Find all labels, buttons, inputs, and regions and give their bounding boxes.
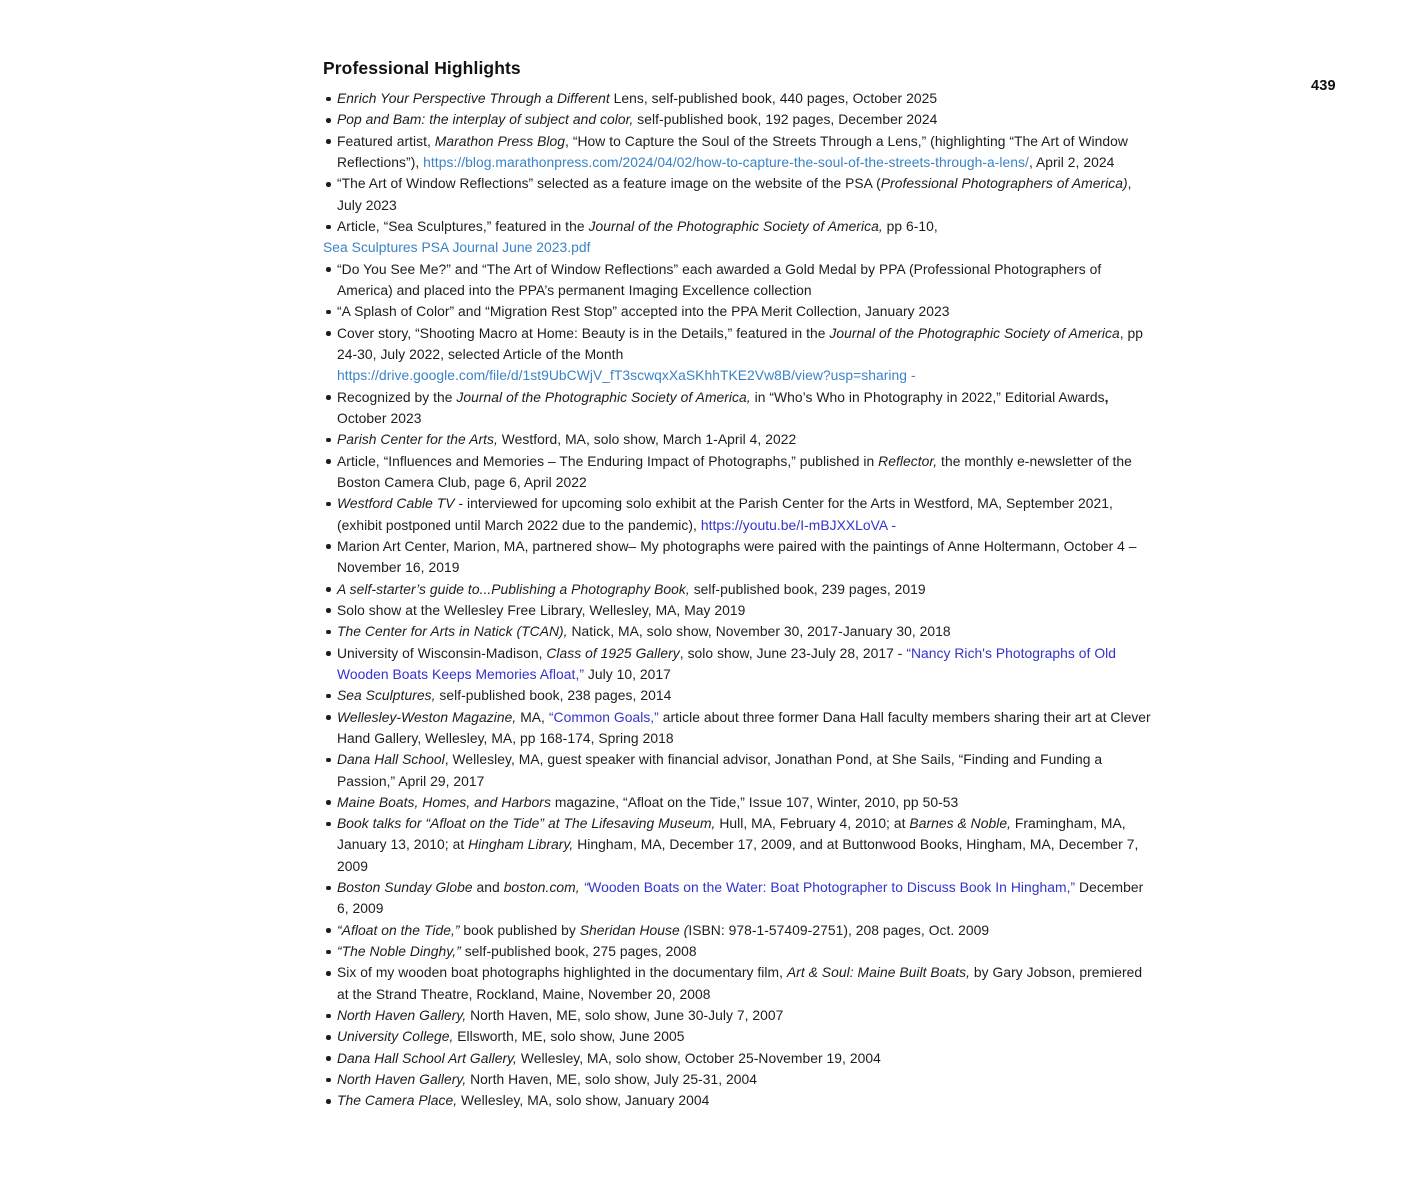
- bullet-icon: [326, 928, 331, 933]
- bullet-icon: [326, 651, 331, 656]
- bullet-icon: [326, 502, 331, 507]
- text-segment: ISBN: 978-1-57409-2751), 208 pages, Oct. 2009: [688, 921, 990, 938]
- text-segment: Dana Hall School Art Gallery,: [337, 1049, 517, 1066]
- bullet-icon: [326, 438, 331, 443]
- list-item: [323, 536, 1151, 579]
- list-item: [323, 216, 1151, 259]
- bullet-icon: [326, 97, 331, 102]
- text-segment: Art & Soul: Maine Built Boats,: [786, 964, 970, 981]
- text-segment: pp 6-10,: [882, 217, 938, 234]
- text-segment: North Haven Gallery,: [337, 1071, 467, 1088]
- text-segment: Book talks for “Afloat on the Tide” at The Lifesaving Museum,: [337, 815, 716, 832]
- text-segment: Natick, MA, solo show, November 30, 2017-January 30, 2018: [567, 623, 951, 640]
- text-segment: “Afloat on the Tide,”: [337, 921, 460, 938]
- text-segment: Boston Sunday Globe: [337, 879, 473, 896]
- bullet-icon: [326, 630, 331, 635]
- text-segment: Article, “Sea Sculptures,” featured in the: [337, 217, 589, 234]
- list-item: [323, 1005, 1151, 1026]
- list-item: [323, 131, 1151, 174]
- list-item: [323, 493, 1151, 536]
- list-item: [323, 109, 1151, 130]
- page-number: 439: [1311, 78, 1336, 94]
- text-segment: Hingham Library,: [468, 836, 574, 853]
- bullet-icon: [326, 1099, 331, 1104]
- text-segment: “The Art of Window Reflections” selected as a feature image on the website of the PSA (: [337, 175, 881, 192]
- list-item: [323, 323, 1151, 387]
- list-item: [323, 88, 1151, 109]
- text-segment: Class of 1925 Gallery: [546, 644, 680, 661]
- bullet-icon: [326, 1056, 331, 1061]
- text-segment: Ellsworth, ME, solo show, June 2005: [453, 1028, 685, 1045]
- bullet-icon: [326, 758, 331, 763]
- hyperlink[interactable]: “Nancy Rich's Photographs of Old Wooden Boats Keeps Memories Afloat,”: [337, 644, 1117, 682]
- bullet-icon: [326, 800, 331, 805]
- text-segment: Journal of the Photographic Society of America,: [588, 217, 883, 234]
- text-segment: MA,: [516, 708, 549, 725]
- list-item: [323, 792, 1151, 813]
- bullet-icon: [326, 544, 331, 549]
- text-segment: The Camera Place,: [337, 1092, 458, 1109]
- bullet-icon: [326, 715, 331, 720]
- text-segment: Solo show at the Wellesley Free Library, Wellesley, MA, May 2019: [337, 601, 746, 618]
- text-segment: “A Splash of Color” and “Migration Rest Stop” accepted into the PPA Merit Collection, January 2023: [337, 303, 950, 320]
- bullet-icon: [326, 950, 331, 955]
- text-segment: , July 2023: [337, 175, 1132, 213]
- text-segment: Recognized by the: [337, 388, 457, 405]
- text-segment: Dana Hall School: [337, 751, 445, 768]
- text-segment: “The Noble Dinghy,”: [337, 943, 461, 960]
- hyperlink[interactable]: -: [887, 516, 896, 533]
- list-item: [323, 1026, 1151, 1047]
- text-segment: North Haven Gallery,: [337, 1007, 467, 1024]
- text-segment: self-published book, 275 pages, 2008: [460, 943, 697, 960]
- bullet-icon: [326, 822, 331, 827]
- bullet-icon: [326, 1035, 331, 1040]
- text-segment: July 10, 2017: [584, 665, 671, 682]
- text-segment: Journal of the Photographic Society of America,: [456, 388, 751, 405]
- hyperlink[interactable]: “Common Goals,”: [548, 708, 659, 725]
- text-segment: Cover story, “Shooting Macro at Home: Beauty is in the Details,” featured in the: [337, 324, 830, 341]
- text-segment: Sheridan House (: [579, 921, 689, 938]
- bullet-icon: [326, 608, 331, 613]
- hyperlink[interactable]: “: [583, 879, 589, 896]
- text-segment: Marathon Press Blog: [434, 132, 566, 149]
- text-segment: Hull, MA, February 4, 2010; at: [715, 815, 910, 832]
- text-segment: , April 2, 2024: [1028, 153, 1115, 170]
- list-item: [323, 387, 1151, 430]
- list-item: [323, 1048, 1151, 1069]
- hyperlink[interactable]: https://youtu.be/I-mBJXXLoVA: [700, 516, 888, 533]
- text-segment: North Haven, ME, solo show, June 30-July 7, 2007: [466, 1007, 784, 1024]
- list-item: [323, 1069, 1151, 1090]
- text-segment: Wellesley-Weston Magazine,: [337, 708, 517, 725]
- document-body: [323, 58, 1151, 1112]
- text-segment: , “How to Capture the Soul of the Streets Through a Lens,” (highlighting “The Art of Window Reflections”),: [337, 132, 1128, 170]
- text-segment: Maine Boats, Homes, and Harbors: [337, 793, 551, 810]
- text-segment: Barnes & Noble,: [909, 815, 1011, 832]
- text-segment: magazine, “Afloat on the Tide,” Issue 107, Winter, 2010, pp 50-53: [550, 793, 959, 810]
- text-segment: and: [472, 879, 504, 896]
- list-item: [323, 429, 1151, 450]
- text-segment: in “Who’s Who in Photography in 2022,” Editorial Awards: [750, 388, 1105, 405]
- text-segment: by Gary Jobson, premiered at the Strand Theatre, Rockland, Maine, November 20, 2008: [337, 964, 1143, 1002]
- bullet-icon: [326, 395, 331, 400]
- text-segment: Westford, MA, solo show, March 1-April 4, 2022: [497, 431, 797, 448]
- bullet-icon: [326, 1078, 331, 1083]
- text-segment: - interviewed for upcoming solo exhibit at the Parish Center for the Arts in Westford, MA, September 2021, (exhibit postponed until March 2022 due to the pandemic),: [337, 495, 1113, 533]
- text-segment: article about three former Dana Hall faculty members sharing their art at Clever Hand Gallery, Wellesley, MA, pp 168-174, Spring 2018: [337, 708, 1151, 746]
- text-segment: Reflector,: [878, 452, 938, 469]
- text-segment: , pp 24-30, July 2022, selected Article of the Month: [337, 324, 1144, 362]
- list-item: [323, 685, 1151, 706]
- text-segment: self-published book, 238 pages, 2014: [435, 687, 672, 704]
- list-item: [323, 621, 1151, 642]
- text-segment: Article, “Influences and Memories – The Enduring Impact of Photographs,” published in: [337, 452, 879, 469]
- bullet-icon: [326, 331, 331, 336]
- text-segment: University of Wisconsin-Madison,: [337, 644, 547, 661]
- bullet-icon: [326, 139, 331, 144]
- text-segment: , Wellesley, MA, guest speaker with financial advisor, Jonathan Pond, at She Sails, “Finding and Funding a Passion,” April 29, 2017: [337, 751, 1103, 789]
- highlights-list: [323, 88, 1151, 1112]
- hyperlink[interactable]: -: [907, 367, 916, 384]
- text-segment: Six of my wooden boat photographs highlighted in the documentary film,: [337, 964, 787, 981]
- bullet-icon: [326, 225, 331, 230]
- bullet-icon: [326, 886, 331, 891]
- list-item: [323, 600, 1151, 621]
- text-segment: Wellesley, MA, solo show, January 2004: [457, 1092, 710, 1109]
- text-segment: Professional Photographers of America): [880, 175, 1128, 192]
- bullet-icon: [326, 118, 331, 123]
- text-segment: Marion Art Center, Marion, MA, partnered show– My photographs were paired with the paintings of Anne Holtermann, October 4 – November 16, 2019: [337, 537, 1137, 576]
- bullet-icon: [326, 694, 331, 699]
- text-segment: October 2023: [337, 409, 422, 426]
- text-segment: Sea Sculptures,: [337, 687, 436, 704]
- hyperlink[interactable]: Wooden Boats on the Water: Boat Photographer to Discuss Book In Hingham,”: [588, 879, 1076, 896]
- text-segment: self-published book, 192 pages, December 2024: [633, 111, 938, 128]
- bullet-icon: [326, 267, 331, 272]
- text-segment: Westford Cable TV: [337, 495, 455, 512]
- text-segment: “Do You See Me?” and “The Art of Window Reflections” each awarded a Gold Medal by PPA (Professional Photographers of America) and placed into the PPA’s permanent Imaging Excellence collection: [337, 260, 1102, 298]
- text-segment: the monthly e-newsletter of the Boston Camera Club, page 6, April 2022: [337, 452, 1132, 490]
- text-segment: , solo show, June 23-July 28, 2017 -: [679, 644, 907, 661]
- text-segment: boston.com,: [503, 879, 580, 896]
- bullet-icon: [326, 459, 331, 464]
- list-item: [323, 579, 1151, 600]
- text-segment: Parish Center for the Arts,: [337, 431, 498, 448]
- text-segment: December 6, 2009: [337, 879, 1144, 917]
- list-item: [323, 259, 1151, 302]
- bullet-icon: [326, 971, 331, 976]
- list-item: [323, 749, 1151, 792]
- list-item: [323, 301, 1151, 322]
- list-item: [323, 173, 1151, 216]
- text-segment: Featured artist,: [337, 132, 435, 149]
- page-title: Professional Highlights: [323, 58, 521, 78]
- text-segment: self-published book, 239 pages, 2019: [689, 580, 926, 597]
- hyperlink[interactable]: https://drive.google.com/file/d/1st9UbCWjV_fT3scwqxXaSKhhTKE2Vw8B/view?usp=sharing: [337, 367, 908, 384]
- list-item: [323, 451, 1151, 494]
- list-item: [323, 941, 1151, 962]
- text-segment: Framingham, MA, January 13, 2010; at: [337, 815, 1126, 853]
- bullet-icon: [326, 182, 331, 187]
- list-item: [323, 643, 1151, 686]
- list-item: [323, 813, 1151, 877]
- bullet-icon: [326, 587, 331, 592]
- text-segment: Wellesley, MA, solo show, October 25-November 19, 2004: [516, 1049, 881, 1066]
- list-item: [323, 962, 1151, 1005]
- text-segment: Pop and Bam: the interplay of subject and color,: [337, 111, 634, 128]
- text-segment: Lens, self-published book, 440 pages, October 2025: [613, 90, 938, 106]
- text-segment: ,: [1104, 388, 1109, 405]
- hyperlink[interactable]: Sea Sculptures PSA Journal June 2023.pdf: [323, 239, 591, 256]
- text-segment: Journal of the Photographic Society of America: [829, 324, 1120, 341]
- text-segment: A self-starter’s guide to...Publishing a Photography Book,: [337, 580, 690, 597]
- text-segment: Hingham, MA, December 17, 2009, and at Buttonwood Books, Hingham, MA, December 7, 2009: [337, 836, 1139, 874]
- list-item: [323, 920, 1151, 941]
- bullet-icon: [326, 310, 331, 315]
- text-segment: The Center for Arts in Natick (TCAN),: [337, 623, 568, 640]
- bullet-icon: [326, 1014, 331, 1019]
- text-segment: book published by: [459, 921, 580, 938]
- list-item: [323, 707, 1151, 750]
- text-segment: University College,: [337, 1028, 454, 1045]
- text-segment: Enrich Your Perspective Through a Different: [337, 90, 614, 106]
- list-item: [323, 1090, 1151, 1111]
- hyperlink[interactable]: https://blog.marathonpress.com/2024/04/02/how-to-capture-the-soul-of-the-streets-through-a-lens/: [423, 153, 1029, 170]
- text-segment: North Haven, ME, solo show, July 25-31, 2004: [466, 1071, 758, 1088]
- list-item: [323, 877, 1151, 920]
